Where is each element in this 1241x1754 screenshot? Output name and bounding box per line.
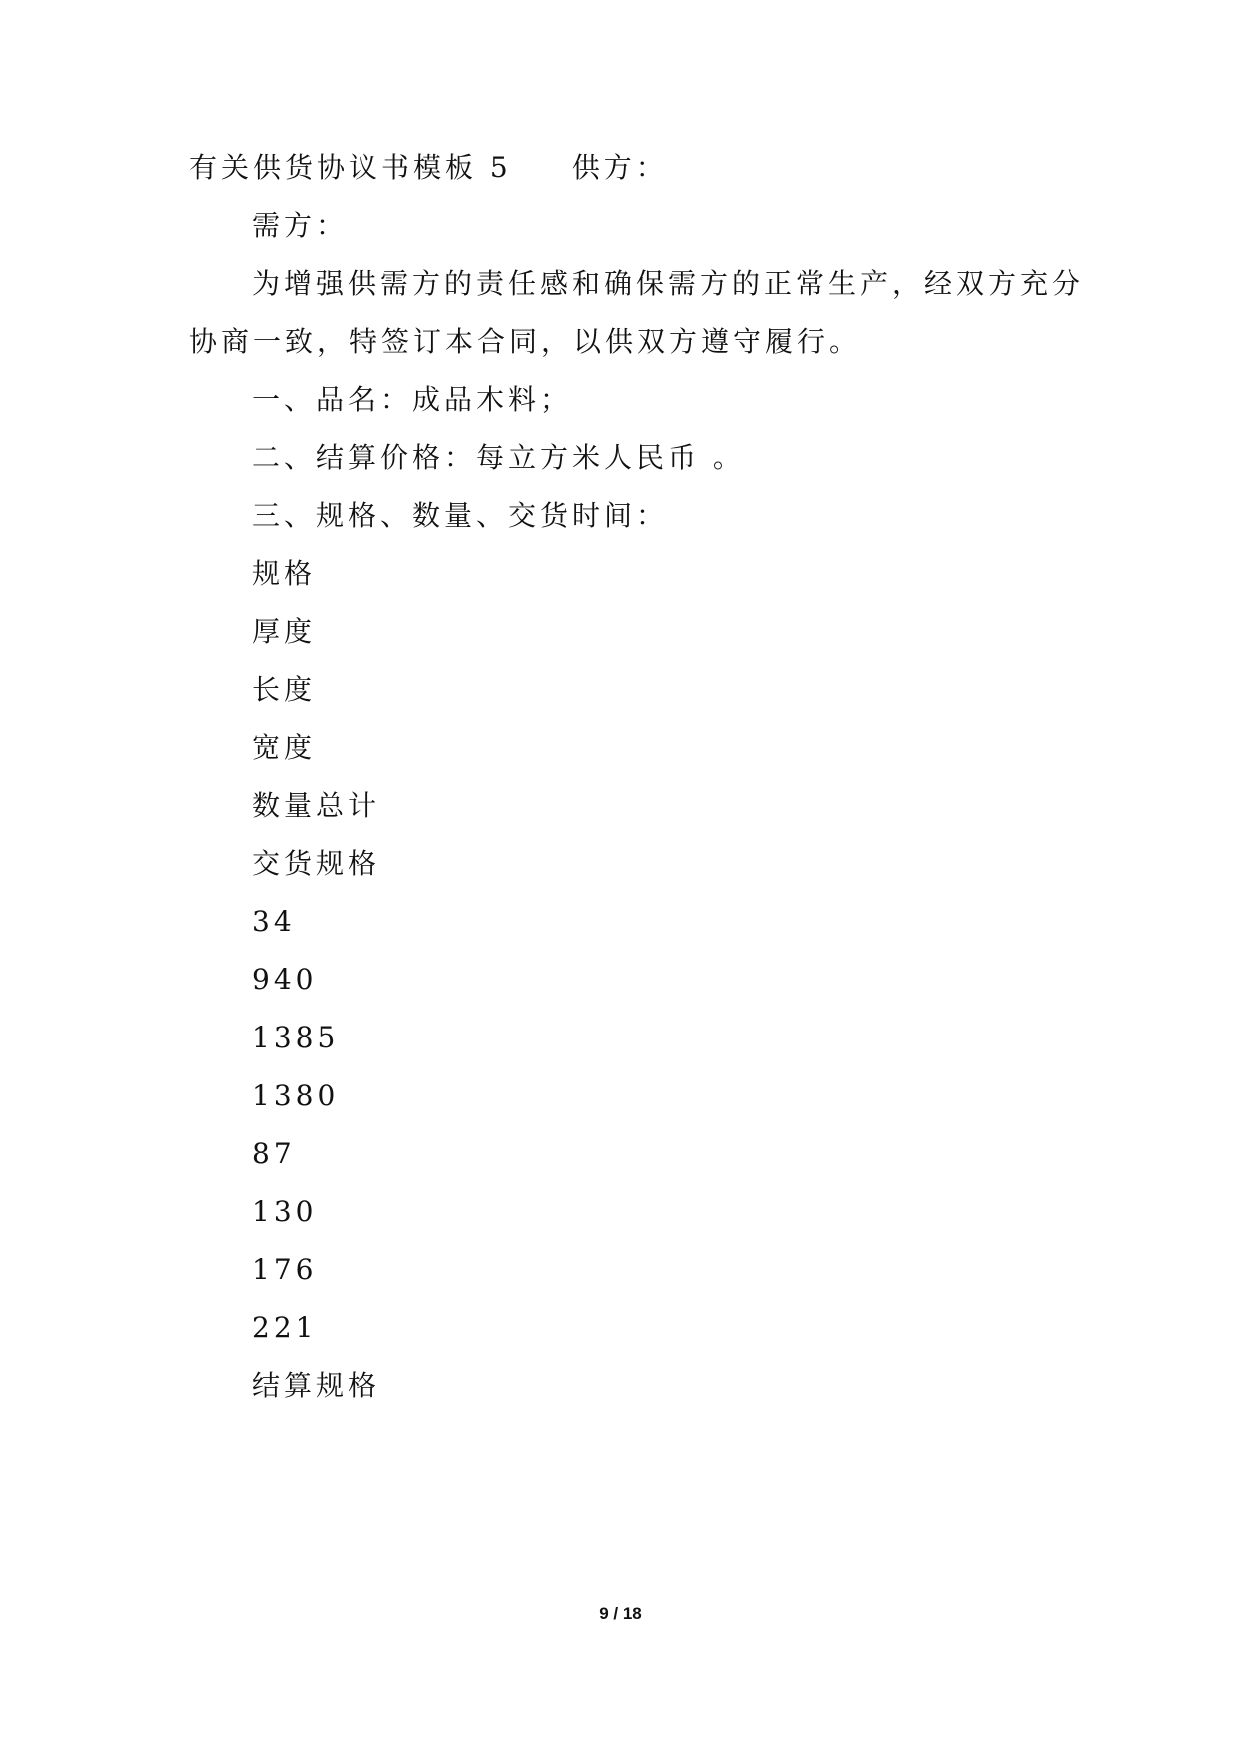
table-cell: 87 xyxy=(252,1137,296,1170)
supplier-label: 供方： xyxy=(571,151,668,184)
table-cell: 1380 xyxy=(252,1079,340,1112)
clause-product-name: 一、品名：成品木料； xyxy=(252,383,573,416)
table-cell: 176 xyxy=(252,1253,318,1286)
clause-settlement-price: 二、结算价格：每立方米人民币 。 xyxy=(252,441,745,474)
table-cell: 34 xyxy=(252,905,296,938)
table-cell: 厚度 xyxy=(252,615,317,648)
document-title: 有关供货协议书模板 5 xyxy=(189,151,512,184)
table-cell: 130 xyxy=(252,1195,318,1228)
page-number: 9 / 18 xyxy=(599,1604,642,1623)
title-row xyxy=(189,148,668,188)
table-cell: 交货规格 xyxy=(252,847,381,880)
table-cell: 940 xyxy=(252,963,318,996)
clause-specification-heading: 三、规格、数量、交货时间： xyxy=(252,499,669,532)
table-cell: 结算规格 xyxy=(252,1369,381,1402)
table-cell: 1385 xyxy=(252,1021,340,1054)
table-cell: 长度 xyxy=(252,673,317,706)
intro-paragraph-line-2: 协商一致，特签订本合同，以供双方遵守履行。 xyxy=(189,325,862,358)
table-cell: 221 xyxy=(252,1311,318,1344)
table-cell: 规格 xyxy=(252,557,317,590)
table-cell: 数量总计 xyxy=(252,789,381,822)
table-cell: 宽度 xyxy=(252,731,317,764)
intro-paragraph-line-1: 为增强供需方的责任感和确保需方的正常生产，经双方充分 xyxy=(252,267,1085,300)
buyer-label: 需方： xyxy=(252,209,349,242)
